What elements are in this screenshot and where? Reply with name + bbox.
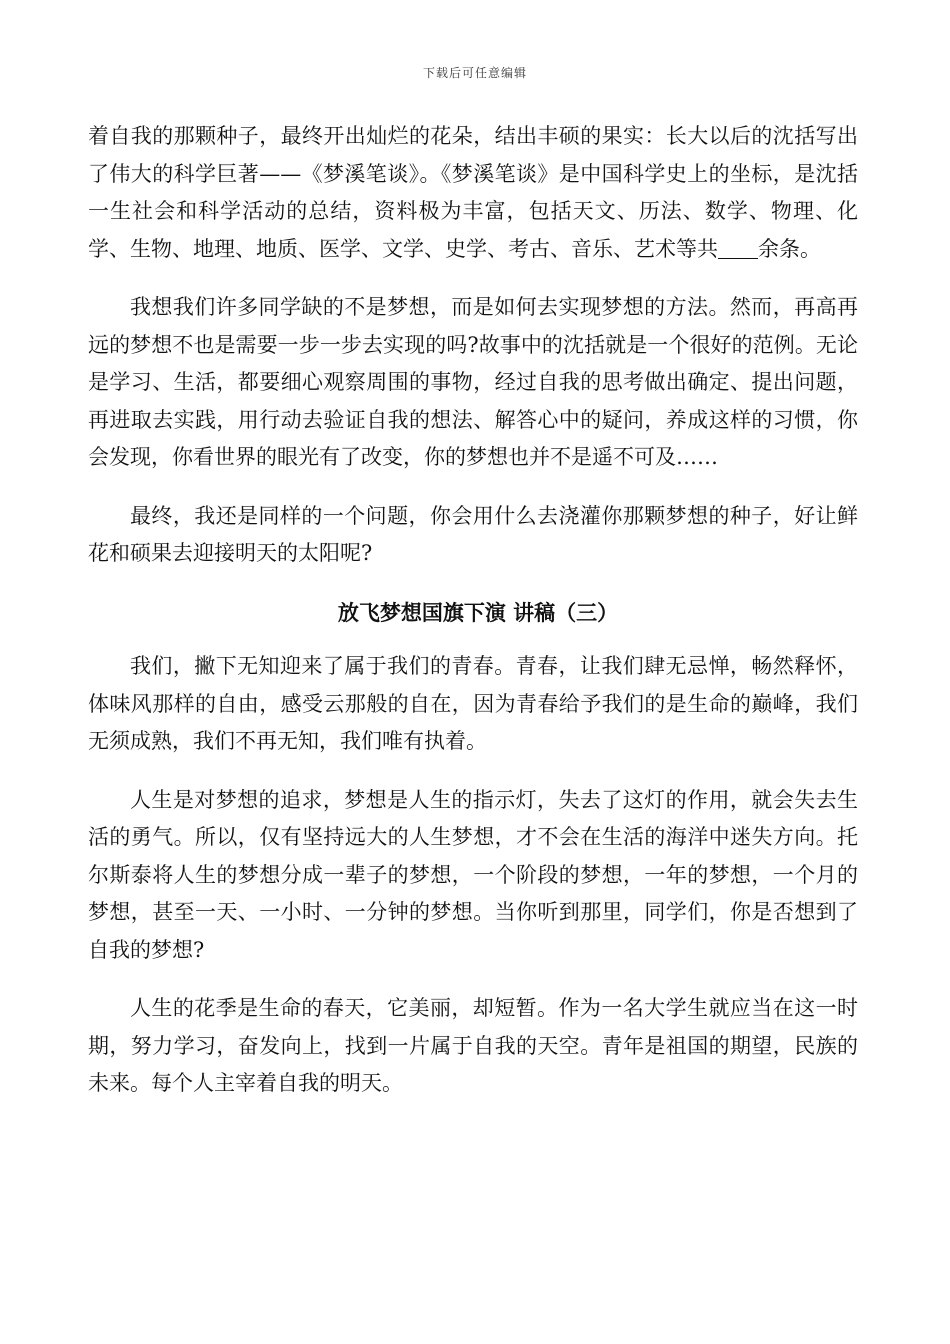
paragraph-1-text: 着自我的那颗种子，最终开出灿烂的花朵，结出丰硕的果实：长大以后的沈括写出了伟大的科学巨著——《梦溪笔谈》。《梦溪笔谈》是中国科学史上的坐标，是沈括一生社会和科学活动的总结，资料极为丰富，包括天文、历法、数学、物理、化学、生物、地理、地质、医学、文学、史学、考古、音乐、艺术等共 [88, 124, 858, 261]
paragraph-6: 人生的花季是生命的春天，它美丽，却短暂。作为一名大学生就应当在这一时期，努力学习，奋发向上，找到一片属于自我的天空。青年是祖国的期望，民族的未来。每个人主宰着自我的明天。 [88, 996, 858, 1095]
paragraph-2: 我想我们许多同学缺的不是梦想，而是如何去实现梦想的方法。然而，再高再远的梦想不也是需要一步一步去实现的吗?故事中的沈括就是一个很好的范例。无论是学习、生活，都要细心观察周围的事物，经过自我的思考做出确定、提出问题，再进取去实践，用行动去验证自我的想法、解答心中的疑问，养成这样的习惯，你会发现，你看世界的眼光有了改变，你的梦想也并不是遥不可及…… [88, 295, 858, 469]
fill-in-blank [718, 237, 758, 259]
document-body [88, 118, 858, 1124]
paragraph-4: 我们，撇下无知迎来了属于我们的青春。青春，让我们肆无忌惮，畅然释怀，体味风那样的自由，感受云那般的自在，因为青春给予我们的是生命的巅峰，我们无须成熟，我们不再无知，我们唯有执着。 [88, 654, 858, 753]
paragraph-5: 人生是对梦想的追求，梦想是人生的指示灯，失去了这灯的作用，就会失去生活的勇气。所以，仅有坚持远大的人生梦想，才不会在生活的海洋中迷失方向。托尔斯泰将人生的梦想分成一辈子的梦想，一个阶段的梦想，一年的梦想，一个月的梦想，甚至一天、一小时、一分钟的梦想。当你听到那里，同学们，你是否想到了自我的梦想? [88, 787, 858, 962]
paragraph-1 [88, 118, 858, 268]
page-header: 下载后可任意编辑 [422, 66, 527, 80]
paragraph-1-tail: 余条。 [758, 236, 821, 261]
section-title: 放飞梦想国旗下演 讲稿（三） [337, 599, 619, 625]
paragraph-3: 最终，我还是同样的一个问题，你会用什么去浇灌你那颗梦想的种子，好让鲜花和硕果去迎接明天的太阳呢? [88, 503, 858, 565]
